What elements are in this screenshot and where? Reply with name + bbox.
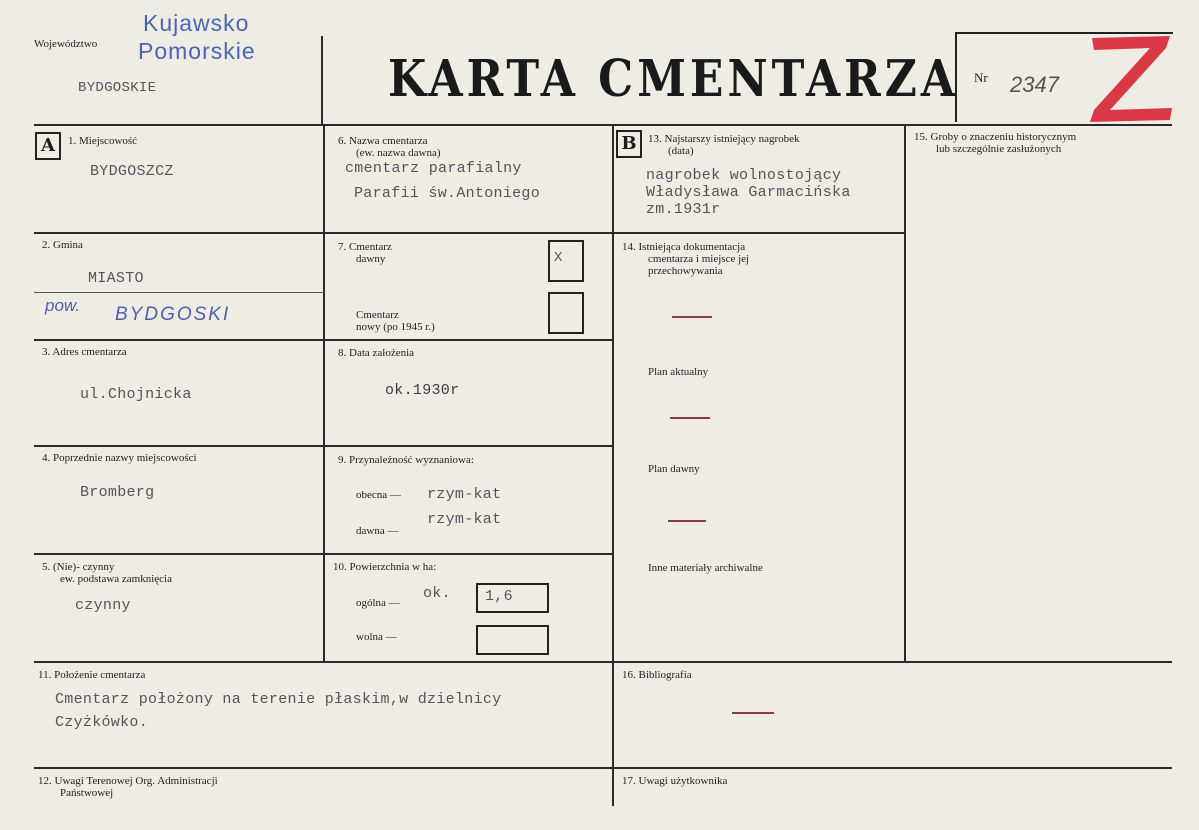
- field-11-value-2: Czyżkówko.: [55, 714, 149, 731]
- plan-current-label: Plan aktualny: [648, 366, 709, 378]
- section-a-marker: A: [35, 132, 61, 160]
- plan-old-dash: [668, 520, 706, 522]
- field-2-label: 2. Gmina: [42, 239, 83, 251]
- header-divider: [321, 36, 323, 124]
- field-5-label: 5. (Nie)- czynny: [42, 561, 115, 573]
- field-10-free-label: wolna —: [356, 631, 397, 643]
- field-9-former-value: rzym-kat: [427, 511, 502, 528]
- field-14-sublabel-1: cmentarza i miejsce jej: [648, 253, 750, 265]
- field-10-total-label: ogólna —: [356, 597, 400, 609]
- field-13-value-3: zm.1931r: [646, 201, 721, 218]
- field-9-current-label: obecna —: [356, 489, 401, 501]
- voivodeship-stamp-line1: Kujawsko: [143, 10, 250, 36]
- area-free-box[interactable]: [476, 625, 549, 655]
- nr-value: 2347: [1010, 72, 1059, 97]
- field-5-sublabel: ew. podstawa zamknięcia: [60, 573, 172, 585]
- field-16-label: 16. Bibliografia: [622, 669, 692, 681]
- old-voivodeship-value: BYDGOSKIE: [78, 80, 157, 96]
- voivodeship-stamp-line2: Pomorskie: [138, 38, 256, 64]
- field-13-value-1: nagrobek wolnostojący: [646, 167, 842, 184]
- field-3-label: 3. Adres cmentarza: [42, 346, 127, 358]
- field-2-hand-prefix: pow.: [45, 296, 80, 315]
- bibliography-dash: [732, 712, 774, 714]
- field-14-sublabel-2: przechowywania: [648, 265, 723, 277]
- field-15-sublabel: lub szczególnie zasłużonych: [936, 143, 1062, 155]
- red-z-mark: [1082, 26, 1178, 126]
- field-6-value-2: Parafii św.Antoniego: [354, 185, 541, 202]
- old-cemetery-checkbox[interactable]: [548, 240, 584, 282]
- field-9-current-value: rzym-kat: [427, 486, 502, 503]
- field-2-value: MIASTO: [88, 270, 144, 287]
- section-b-marker: B: [616, 130, 642, 158]
- field-11-label: 11. Położenie cmentarza: [38, 669, 146, 681]
- field-7-label: 7. Cmentarz: [338, 241, 392, 253]
- field-10-total-value: 1,6: [485, 588, 513, 605]
- plan-old-label: Plan dawny: [648, 463, 700, 475]
- field-7-sublabel: dawny: [356, 253, 386, 265]
- field-12-sublabel: Państwowej: [60, 787, 114, 799]
- field-12-label: 12. Uwagi Terenowej Org. Administracji: [38, 775, 218, 787]
- field-6-label: 6. Nazwa cmentarza: [338, 135, 428, 147]
- field-9-former-label: dawna —: [356, 525, 399, 537]
- field-10-label: 10. Powierzchnia w ha:: [333, 561, 437, 573]
- area-total-box[interactable]: [476, 583, 549, 613]
- field-11-value-1: Cmentarz położony na terenie płaskim,w dzielnicy: [55, 691, 502, 708]
- field-10-total-prefix: ok.: [423, 585, 451, 602]
- field-15-label: 15. Groby o znaczeniu historycznym: [914, 131, 1077, 143]
- field-13-sublabel: (data): [668, 145, 694, 157]
- plan-current-dash: [670, 417, 710, 419]
- field-6-value-1: cmentarz parafialny: [345, 160, 522, 177]
- header-bottom-rule: [34, 124, 1172, 126]
- field-7-new-label: Cmentarz: [356, 309, 399, 321]
- field-8-value: ok.1930r: [385, 382, 460, 399]
- field-5-value: czynny: [75, 597, 131, 614]
- field-8-label: 8. Data założenia: [338, 347, 415, 359]
- voivodeship-label: Województwo: [34, 38, 98, 50]
- documentation-dash: [672, 316, 712, 318]
- field-13-value-2: Władysława Garmacińska: [646, 184, 851, 201]
- old-cemetery-check-mark: X: [554, 250, 563, 266]
- field-7-new-sublabel: nowy (po 1945 r.): [356, 321, 435, 333]
- field-9-label: 9. Przynależność wyznaniowa:: [338, 454, 474, 466]
- field-4-label: 4. Poprzednie nazwy miejscowości: [42, 452, 197, 464]
- field-2-hand-value: BYDGOSKI: [115, 304, 231, 325]
- field-14-label: 14. Istniejąca dokumentacja: [622, 241, 746, 253]
- field-6-sublabel: (ew. nazwa dawna): [356, 147, 441, 159]
- field-13-label: 13. Najstarszy istniejący nagrobek: [648, 133, 800, 145]
- field-4-value: Bromberg: [80, 484, 155, 501]
- field-1-label: 1. Miejscowość: [68, 135, 138, 147]
- field-1-value: BYDGOSZCZ: [90, 163, 174, 180]
- page-title: KARTA CMENTARZA: [388, 50, 959, 109]
- new-cemetery-checkbox[interactable]: [548, 292, 584, 334]
- nr-label: Nr: [974, 70, 988, 85]
- field-3-value: ul.Chojnicka: [80, 386, 192, 403]
- other-materials-label: Inne materiały archiwalne: [648, 562, 763, 574]
- field-17-label: 17. Uwagi użytkownika: [622, 775, 728, 787]
